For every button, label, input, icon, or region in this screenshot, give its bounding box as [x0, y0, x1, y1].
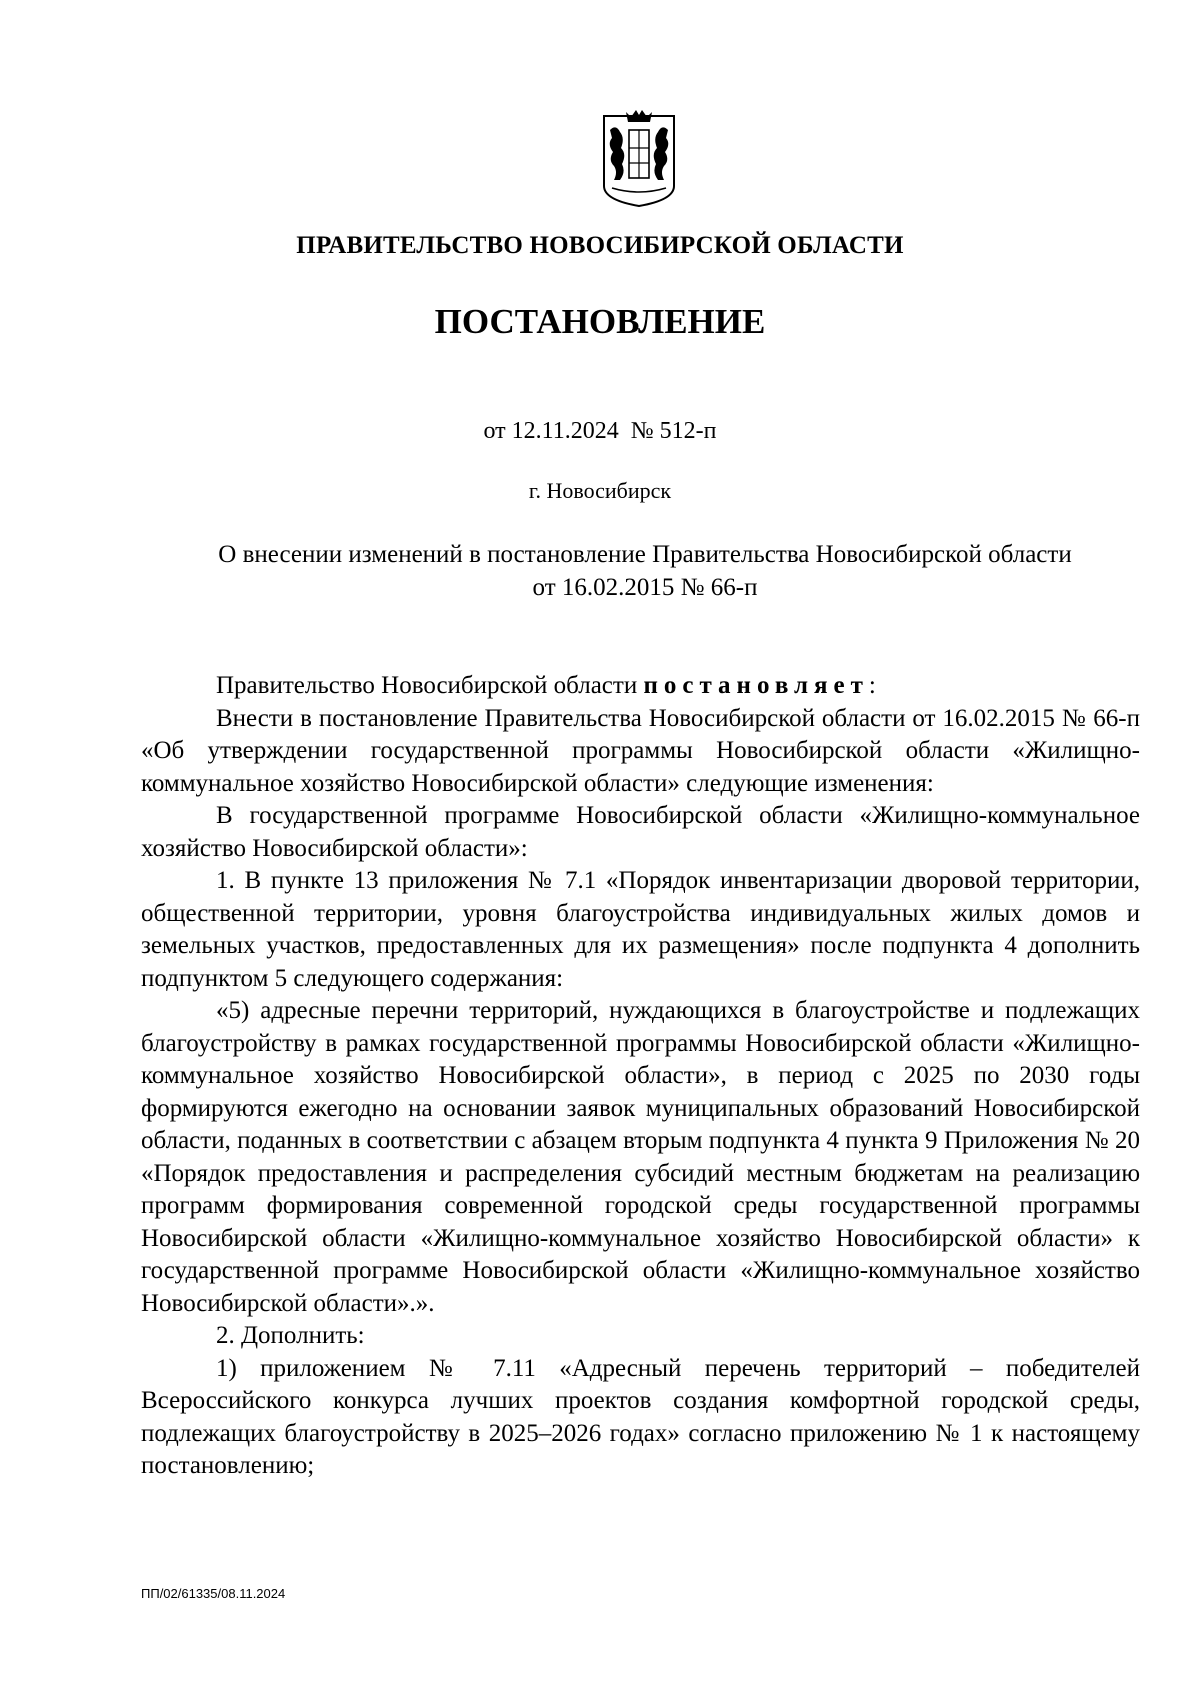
document-body: [141, 670, 1140, 1483]
body-paragraph: «5) адресные перечни территорий, нуждающихся в благоустройстве и подлежащих благоустройству в рамках государственной программы Новосибирской области «Жилищно-коммунальное хозяйство Новосибирской области», в период с 2025 по 2030 годы формируются ежегодно на основании заявок муниципальных образований Новосибирской области, поданных в соответствии с абзацем вторым подпункта 4 пункта 9 Приложения № 20 «Порядок предоставления и распределения субсидий местным бюджетам на реализацию программ формирования современной городской среды государственной программы Новосибирской области «Жилищно-коммунальное хозяйство Новосибирской области» к государственной программе Новосибирской области «Жилищно-коммунальное хозяйство Новосибирской области».».: [141, 997, 1140, 1317]
body-paragraph: 1. В пункте 13 приложения № 7.1 «Порядок инвентаризации дворовой территории, общественной территории, уровня благоустройства индивидуальных жилых домов и земельных участков, предоставленных для их размещения» после подпункта 4 дополнить подпунктом 5 следующего содержания:: [141, 867, 1140, 992]
document-subject: [150, 538, 1140, 604]
subject-line-1: О внесении изменений в постановление Правительства Новосибирской области: [218, 541, 1072, 568]
resolution-colon: :: [868, 672, 876, 699]
document-city: г. Новосибирск: [528, 478, 672, 503]
body-paragraph: 2. Дополнить:: [216, 1322, 365, 1349]
body-paragraph: 1) приложением № 7.11 «Адресный перечень территорий – победителей Всероссийского конкурса лучших проектов создания комфортной городской среды, подлежащих благоустройству в 2025–2026 годах» согласно приложению № 1 к настоящему постановлению;: [141, 1354, 1140, 1479]
coat-of-arms-icon: [600, 108, 678, 208]
document-type-title: ПОСТАНОВЛЕНИЕ: [434, 302, 766, 341]
organization-name: ПРАВИТЕЛЬСТВО НОВОСИБИРСКОЙ ОБЛАСТИ: [296, 232, 904, 259]
document-footer-code: ПП/02/61335/08.11.2024: [141, 1586, 286, 1601]
body-paragraph: Внести в постановление Правительства Новосибирской области от 16.02.2015 № 66-п «Об утверждении государственной программы Новосибирской области «Жилищно-коммунальное хозяйство Новосибирской области» следующие изменения:: [141, 704, 1140, 797]
resolution-keyword: постановляет: [643, 672, 869, 699]
body-paragraph: В государственной программе Новосибирской области «Жилищно-коммунальное хозяйство Новосибирской области»:: [141, 802, 1140, 862]
body-paragraph-resolution: [141, 670, 1140, 703]
document-date-number: от 12.11.2024 № 512-п: [483, 418, 717, 444]
subject-line-2: от 16.02.2015 № 66-п: [532, 574, 758, 601]
resolution-intro-text: Правительство Новосибирской области: [216, 672, 644, 699]
